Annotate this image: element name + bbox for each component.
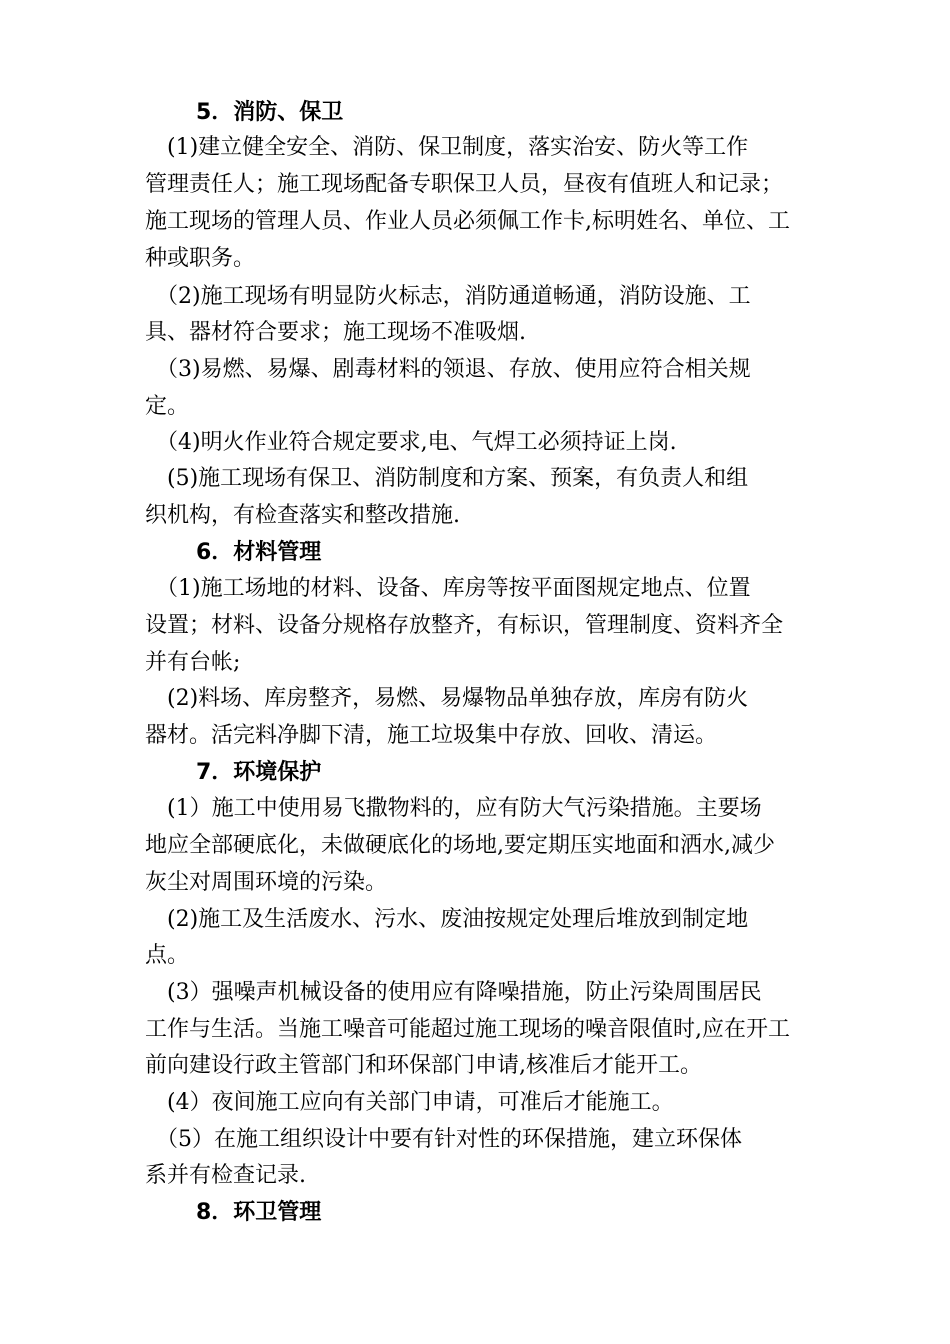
- paragraph-line: 工作与生活。当施工噪音可能超过施工现场的噪音限值时,应在开工: [145, 1017, 790, 1042]
- section-heading-materials: 6．材料管理: [196, 540, 322, 565]
- paragraph-line: (2)料场、库房整齐，易燃、易爆物品单独存放，库房有防火: [145, 686, 749, 711]
- paragraph-line: 前向建设行政主管部门和环保部门申请,核准后才能开工。: [145, 1053, 702, 1078]
- paragraph-line: 织机构，有检查落实和整改措施.: [145, 503, 460, 528]
- paragraph-line: （5）在施工组织设计中要有针对性的环保措施，建立环保体: [145, 1127, 742, 1152]
- paragraph-line: 地应全部硬底化，未做硬底化的场地,要定期压实地面和洒水,减少: [145, 833, 775, 858]
- section-heading-fire-security: 5．消防、保卫: [196, 100, 344, 125]
- paragraph-line: (2)施工及生活废水、污水、废油按规定处理后堆放到制定地: [145, 907, 749, 932]
- paragraph-line: 施工现场的管理人员、作业人员必须佩工作卡,标明姓名、单位、工: [145, 209, 790, 234]
- paragraph-line: 灰尘对周围环境的污染。: [145, 870, 388, 895]
- paragraph-line: (5)施工现场有保卫、消防制度和方案、预案，有负责人和组: [145, 466, 749, 491]
- paragraph-line: 系并有检查记录.: [145, 1163, 306, 1188]
- paragraph-line: (3）强噪声机械设备的使用应有降噪措施，防止污染周围居民: [145, 980, 762, 1005]
- paragraph-line: (1)建立健全安全、消防、保卫制度，落实治安、防火等工作: [145, 135, 749, 160]
- paragraph-line: 并有台帐;: [145, 650, 241, 675]
- paragraph-line: 器材。活完料净脚下清，施工垃圾集中存放、回收、清运。: [145, 723, 718, 748]
- paragraph-line: (1）施工中使用易飞撒物料的，应有防大气污染措施。主要场: [145, 796, 762, 821]
- paragraph-line: 点。: [145, 943, 190, 968]
- paragraph-line: （3)易燃、易爆、剧毒材料的领退、存放、使用应符合相关规: [145, 357, 751, 382]
- paragraph-line: 定。: [145, 394, 190, 419]
- paragraph-line: 种或职务。: [145, 246, 256, 271]
- paragraph-line: （2)施工现场有明显防火标志，消防通道畅通，消防设施、工: [145, 284, 751, 309]
- section-heading-sanitation: 8．环卫管理: [196, 1200, 322, 1225]
- paragraph-line: 具、器材符合要求；施工现场不准吸烟.: [145, 320, 526, 345]
- paragraph-line: （1)施工场地的材料、设备、库房等按平面图规定地点、位置: [145, 576, 751, 601]
- paragraph-line: （4)明火作业符合规定要求,电、气焊工必须持证上岗.: [145, 430, 677, 455]
- paragraph-line: (4）夜间施工应向有关部门申请，可准后才能施工。: [145, 1090, 674, 1115]
- paragraph-line: 管理责任人；施工现场配备专职保卫人员，昼夜有值班人和记录；: [145, 172, 784, 197]
- section-heading-environment: 7．环境保护: [196, 760, 322, 785]
- paragraph-line: 设置；材料、设备分规格存放整齐，有标识，管理制度、资料齐全: [145, 613, 784, 638]
